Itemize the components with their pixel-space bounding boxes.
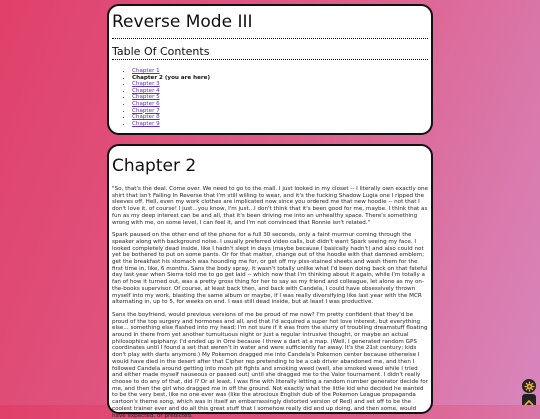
chapter-body <box>112 186 428 419</box>
toc-title: Table Of Contents <box>112 45 428 60</box>
scroll-widget[interactable] <box>522 394 536 405</box>
toc-link-chapter-6[interactable]: Chapter 6 <box>132 100 160 107</box>
toc-link-chapter-9[interactable]: Chapter 9 <box>132 120 160 127</box>
toc-link-chapter-8[interactable]: Chapter 8 <box>132 114 160 121</box>
toc-link-chapter-4[interactable]: Chapter 4 <box>132 87 160 94</box>
toc-item-2 <box>132 75 428 82</box>
chapter-paragraph: Spark paused on the other end of the phone for a full 30 seconds, only a faint murmur coming through the speaker along with background noise. I usually preferred video calls, but didn't want Spark seeing my face. I looked completely dead inside, like I hadn't slept in days (maybe because I basically hadn't) and also could not yet be bothered to put on some pants. Or for that matter, change out of the hoodie with that damned emblem; get the breakfast his stomach was hounding me for, or get off my piss-stained sheets and wash them for the first time in, like, 6 months. Sans the body spray, it wasn't totally unlike what I'd been doing back on that fateful day last year when Sierra told me to go get laid -- which now that I'm thinking about it again, while I'm totally a fan of how it turned out, was a pretty gross thing for her to say as my friend and colleague, let alone as my on-the-books supervisor. Of course, at least back then, and back with Candela, I could have obsessively thrown myself into my work, blasting the same album or maybe, if I was really diversifying like last year with the MCR alternating in, up to 5, for weeks on end. I was still dead inside, but at least I was productive. <box>112 232 428 306</box>
toc-card <box>107 4 433 135</box>
story-title-wrap <box>112 12 428 39</box>
story-title: Reverse Mode III <box>112 12 253 32</box>
toc-item-8 <box>132 114 428 121</box>
chapter-paragraph: "So, that's the deal. Come over. We need to go to the mall. I just looked in my closet -- I literally own exactly one shirt that isn't Falling In Reverse that I'm still willing to wear, and it's the fucking Shadow Lugia one I ripped the sleeves off. Hell, even my work clothes are implicated now since you ordered me that new hoodie -- not that I don't love it, of course! I just...you know, I'm just...I don't think that it's been good for me, maybe. I think that as fun as my deep interest can be and all, that it's been driving me into an unhealthy space. There's something wrong with me, on some level, I can feel it, and I'm not convinced that Ronnie isn't related." <box>112 186 428 226</box>
toc-item-5 <box>132 94 428 101</box>
chevron-up-icon <box>522 398 536 409</box>
toc-list <box>112 68 428 127</box>
toc-link-chapter-3[interactable]: Chapter 3 <box>132 81 160 88</box>
toc-current-chapter: Chapter 2 (you are here) <box>132 74 211 81</box>
settings-widget[interactable] <box>522 379 536 393</box>
chapter-card <box>107 144 433 419</box>
toc-link-chapter-1[interactable]: Chapter 1 <box>132 68 160 74</box>
toc-item-3 <box>132 81 428 88</box>
gear-icon <box>524 381 535 392</box>
toc-item-7 <box>132 108 428 115</box>
toc-link-chapter-5[interactable]: Chapter 5 <box>132 94 160 101</box>
chapter-paragraph: Sans the boyfriend, would previous versions of me be proud of me now? I'm pretty confident that they'd be proud of the top surgery and hormones and all, and that I'd acquired a super hot love interest, but everything else... something else flashed into my head; I'm not sure if it was from the slurry of troubling dreamstuff floating around in there from yet another tumultuous night or just a regular intrusive thought, or maybe an actual philosophical epiphany: I'd ended up in Orre because I threw a dart at a map. (Well, I generated random GPS coordinates until I found a set that weren't in water and were sufficiently far away. It's the 21st century; kids don't play with darts anymore.) My Pokemon dragged me into Candela's Pokemon center because otherwise I would have died in the desert after that Cipher rep pretending to be a cab driver abandoned me, and then I followed Candela around getting into mosh pit fights and smoking weed (well, she smoked weed while I tried and either made myself nauseous or passed out) until she dragged me to the Valor tournament. I didn't really choose to do any of that, did I? Or at least, I was fine with literally letting a random number generator decide for me, and then the girl who dragged me in off the ground. Not exactly what the little kid who decided he wanted to be the very best, like no one ever was (like the atrocious English dub of the Pokemon League propaganda cartoon's theme song, which was in itself an embarrassingly distorted version of Red) and set off to be the coolest trainer ever and do all this great stuff that I somehow really did end up doing, and then some, would have expected, or predicted. <box>112 311 428 419</box>
toc-item-9 <box>132 121 428 128</box>
toc-item-1 <box>132 68 428 75</box>
toc-link-chapter-7[interactable]: Chapter 7 <box>132 107 160 114</box>
chapter-heading: Chapter 2 <box>112 156 197 176</box>
toc-item-4 <box>132 88 428 95</box>
toc-item-6 <box>132 101 428 108</box>
